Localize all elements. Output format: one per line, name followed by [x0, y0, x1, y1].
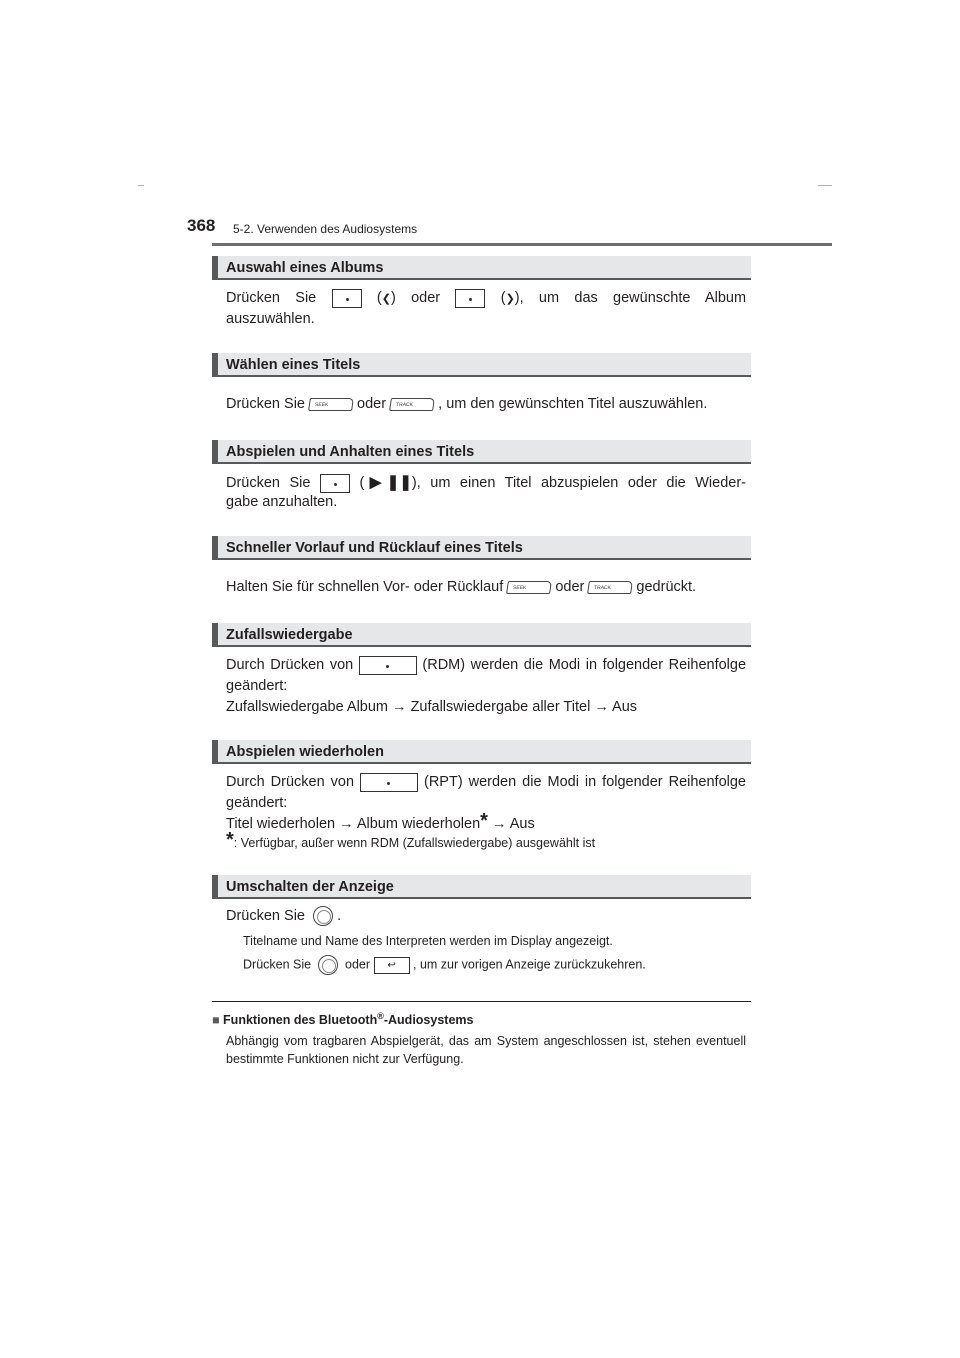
- display-paragraph: Drücken Sie .: [226, 906, 746, 927]
- play-pause-icon: ▶❚❚: [364, 474, 412, 491]
- note-rule: [212, 1001, 751, 1002]
- rdm-button-icon: [359, 656, 417, 675]
- section-heading-album: Auswahl eines Albums: [212, 256, 751, 280]
- title-select-paragraph: Drücken Sie SEEK oder TRACK , um den gewünschten Titel auszuwählen.: [226, 396, 708, 412]
- page-number: 368: [187, 216, 216, 235]
- section-heading-title-select: Wählen eines Titels: [212, 353, 751, 377]
- seek-button-icon: SEEK: [506, 581, 552, 594]
- album-paragraph-line2: auszuwählen.: [226, 311, 315, 327]
- back-button-icon: ↩: [374, 957, 410, 974]
- track-button-icon: TRACK: [587, 581, 633, 594]
- preset-button-icon: [455, 289, 485, 308]
- random-paragraph-line1: Durch Drücken von (RDM) werden die Modi in folgender Reihenfolge: [226, 657, 747, 673]
- play-pause-paragraph-line1: Drücken Sie (▶❚❚), um einen Titel abzuspielen oder die Wieder-: [226, 474, 746, 491]
- preset-button-icon: [332, 289, 362, 308]
- display-subline-1: Titelname und Name des Interpreten werden im Display angezeigt.: [243, 934, 613, 948]
- section-heading-random: Zufallswiedergabe: [212, 623, 751, 647]
- fast-forward-paragraph: Halten Sie für schnellen Vor- oder Rücklauf SEEK oder TRACK gedrückt.: [226, 579, 697, 595]
- album-paragraph-line1: Drücken Sie (❮) oder (❯), um das gewünschte Album: [226, 290, 747, 306]
- section-heading-repeat: Abspielen wiederholen: [212, 740, 751, 764]
- chevron-right-icon: ❯: [505, 293, 515, 305]
- repeat-footnote: *: Verfügbar, außer wenn RDM (Zufallswiedergabe) ausgewählt ist: [226, 829, 596, 851]
- display-subline-2: Drücken Sie oder ↩ , um zur vorigen Anzeige zurückzukehren.: [243, 955, 748, 975]
- preset-button-icon: [320, 474, 350, 493]
- repeat-paragraph-line1: Durch Drücken von (RPT) werden die Modi in folgender Reihenfolge: [226, 774, 746, 790]
- rpt-button-icon: [360, 773, 418, 792]
- text-knob-icon: [318, 955, 338, 975]
- section-heading-play-pause: Abspielen und Anhalten eines Titels: [212, 440, 751, 464]
- repeat-paragraph-line2: geändert:: [226, 795, 288, 811]
- repeat-paragraph-line3: Titel wiederholen → Album wiederholen* → Aus: [226, 810, 535, 832]
- note-body: Abhängig vom tragbaren Abspielgerät, das am System angeschlossen ist, stehen eventuell bestimmte Funktionen nicht zur Verfügung.: [226, 1034, 746, 1066]
- random-paragraph-line2: geändert:: [226, 678, 288, 694]
- text-knob-icon: [313, 906, 333, 926]
- running-head: 5-2. Verwenden des Audiosystems: [233, 222, 418, 236]
- chevron-left-icon: ❮: [381, 293, 391, 305]
- crop-mark-left: [138, 185, 144, 186]
- section-heading-fast-forward: Schneller Vorlauf und Rücklauf eines Titels: [212, 536, 751, 560]
- footnote-marker: *: [480, 810, 488, 832]
- track-button-icon: TRACK: [389, 398, 435, 411]
- header-rule: [212, 243, 832, 246]
- note-title: ■ Funktionen des Bluetooth®-Audiosystems: [212, 1011, 474, 1028]
- seek-button-icon: SEEK: [308, 398, 354, 411]
- crop-mark-right: [818, 185, 832, 186]
- square-bullet-icon: ■: [212, 1013, 220, 1028]
- section-heading-display: Umschalten der Anzeige: [212, 875, 751, 899]
- random-paragraph-line3: Zufallswiedergabe Album → Zufallswiedergabe aller Titel → Aus: [226, 699, 638, 715]
- play-pause-paragraph-line2: gabe anzuhalten.: [226, 494, 338, 510]
